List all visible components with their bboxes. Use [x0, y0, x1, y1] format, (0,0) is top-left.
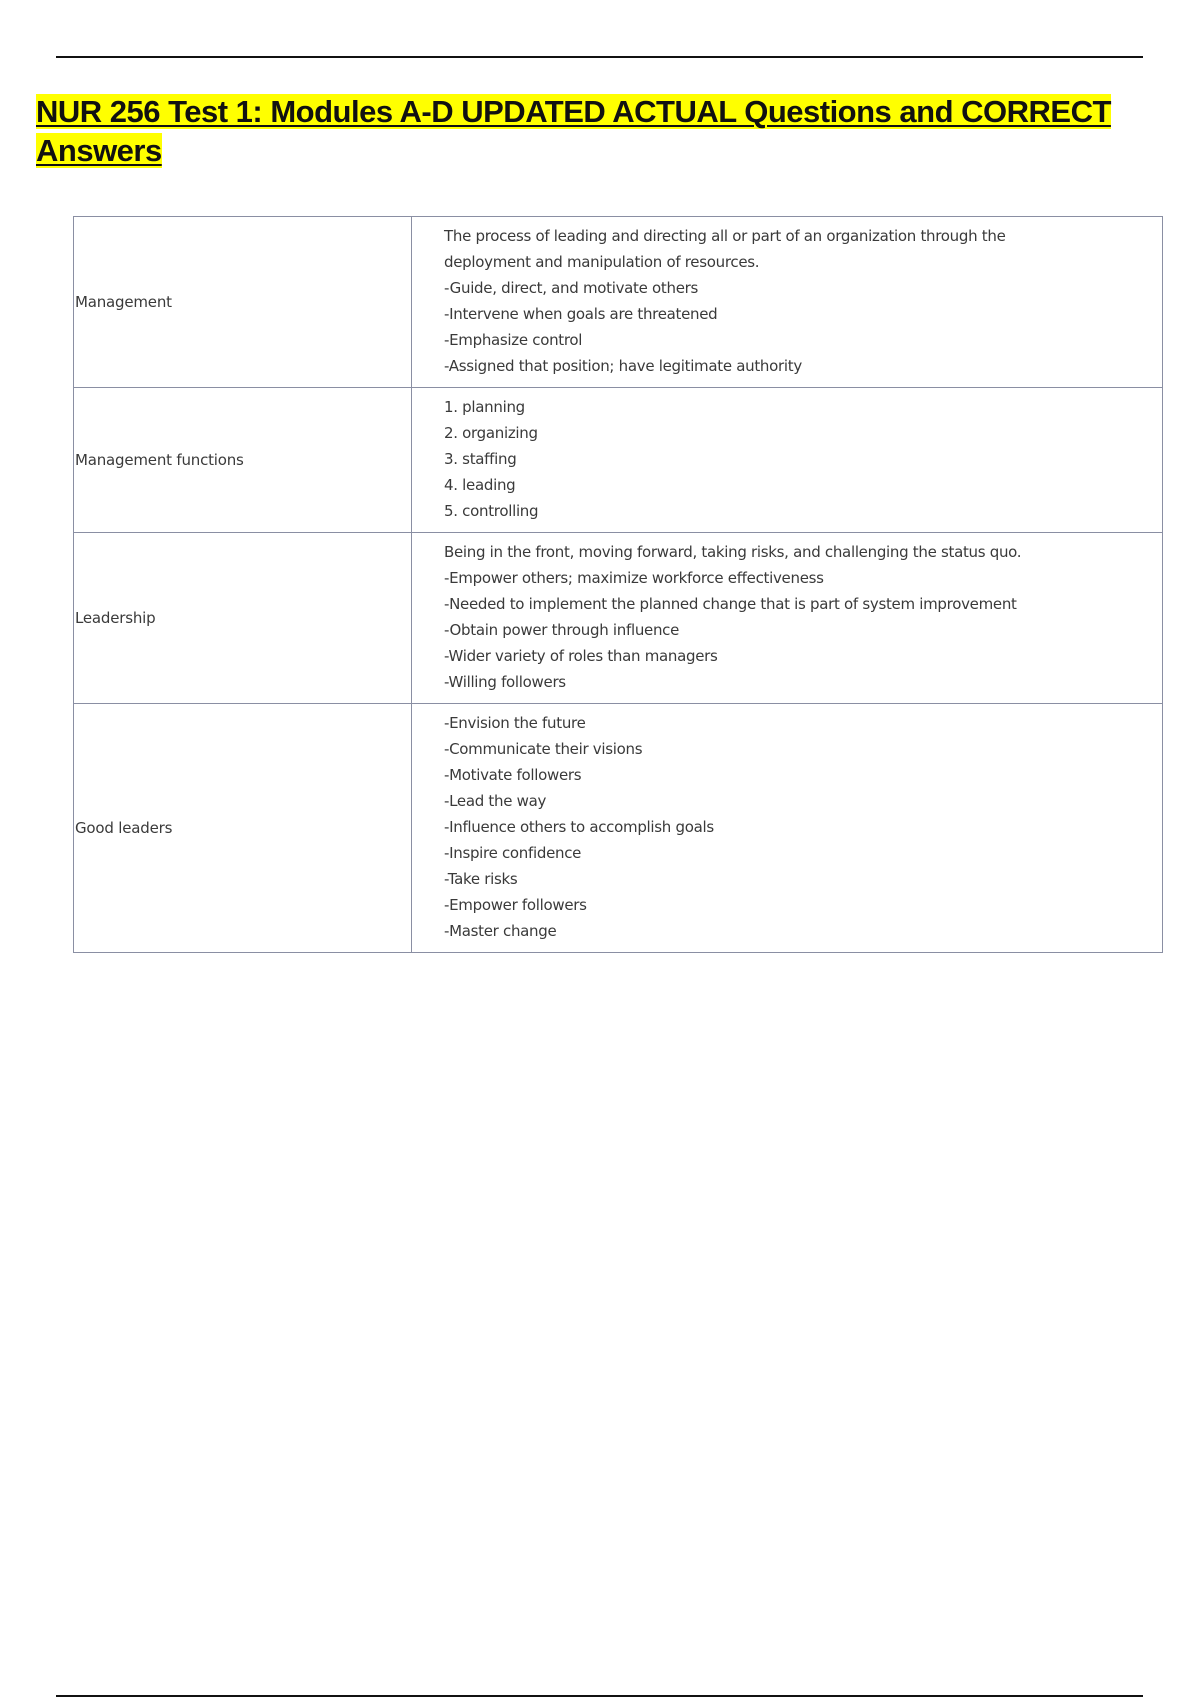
definition-line: -Wider variety of roles than managers: [444, 647, 718, 665]
definition-cell: [412, 704, 1163, 953]
definition-line: The process of leading and directing all or part of an organization through the: [444, 227, 1006, 245]
definition-line: -Empower others; maximize workforce effectiveness: [444, 569, 824, 587]
definition-line: -Emphasize control: [444, 331, 583, 349]
definition-line: deployment and manipulation of resources.: [444, 253, 760, 271]
header-rule: [56, 56, 1143, 58]
definition-line: -Guide, direct, and motivate others: [444, 279, 699, 297]
definition-line: -Willing followers: [444, 673, 566, 691]
definition-line: -Lead the way: [444, 792, 547, 810]
definition-line: 5. controlling: [444, 502, 539, 520]
definition-line: 1. planning: [444, 398, 525, 416]
table-row: [74, 704, 1163, 953]
footer-rule: [56, 1695, 1143, 1697]
table-row: [74, 217, 1163, 388]
definition-line: Being in the front, moving forward, taking risks, and challenging the status quo.: [444, 543, 1022, 561]
definition-cell: [412, 217, 1163, 388]
definition-line: -Take risks: [444, 870, 518, 888]
definition-line: 2. organizing: [444, 424, 538, 442]
definition-line: -Communicate their visions: [444, 740, 643, 758]
definition-line: -Intervene when goals are threatened: [444, 305, 718, 323]
term-cell: Management functions: [74, 388, 412, 533]
definition-line: -Envision the future: [444, 714, 586, 732]
document-title: [36, 92, 1166, 170]
definition-line: -Empower followers: [444, 896, 587, 914]
definition-line: 4. leading: [444, 476, 516, 494]
definition-line: -Influence others to accomplish goals: [444, 818, 714, 836]
definition-line: -Inspire confidence: [444, 844, 582, 862]
definition-cell: [412, 388, 1163, 533]
term-cell: Management: [74, 217, 412, 388]
definition-line: -Obtain power through influence: [444, 621, 680, 639]
definition-line: 3. staffing: [444, 450, 517, 468]
definition-line: -Needed to implement the planned change that is part of system improvement: [444, 595, 1017, 613]
term-cell: Leadership: [74, 533, 412, 704]
table-row: [74, 533, 1163, 704]
definition-cell: [412, 533, 1163, 704]
table-row: [74, 388, 1163, 533]
definition-line: -Master change: [444, 922, 557, 940]
document-title-text: NUR 256 Test 1: Modules A-D UPDATED ACTUAL Questions and CORRECT Answers: [36, 94, 1111, 168]
term-cell: Good leaders: [74, 704, 412, 953]
definition-line: -Assigned that position; have legitimate authority: [444, 357, 802, 375]
terms-table: [73, 216, 1163, 953]
definition-line: -Motivate followers: [444, 766, 582, 784]
